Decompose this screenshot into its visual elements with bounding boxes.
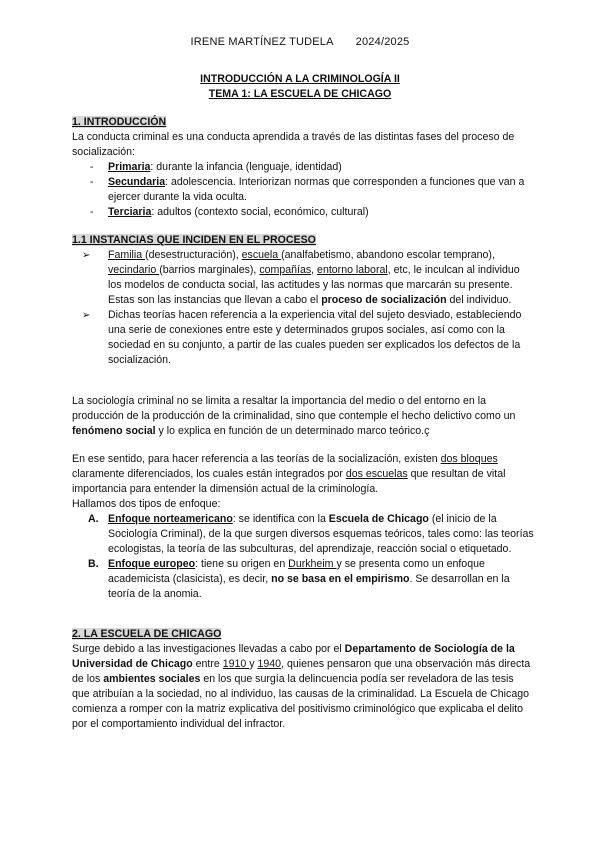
list-item: - Terciaria: adultos (contexto social, económico, cultural) [90,206,369,218]
section-heading: 1. INTRODUCCIÓN [72,116,167,128]
list-item: B. Enfoque europeo: tiene su origen en Durkheim y se presenta como un enfoque academicista (clasicista), es decir, no se basa en el empirismo. Se desarrollan en la teoría de la anomia. [88,558,510,600]
section-instancias [72,233,534,368]
paragraph: La conducta criminal es una conducta aprendida a través de las distintas fases del proceso de socialización: [72,131,515,158]
term: Primaria [108,161,151,173]
socialization-phases-list [72,160,534,220]
page-header [0,35,600,50]
term: Terciaria [108,206,152,218]
section-heading: 1.1 INSTANCIAS QUE INCIDEN EN EL PROCESO [72,234,316,246]
document-title [0,72,600,102]
paragraph: La sociología criminal no se limita a resaltar la importancia del medio o del entorno en la producción de la producción de la criminalidad, sino que contemple el hecho delictivo como un fenómeno social y lo explica en función de un determinado marco teórico.ç [72,395,516,437]
paragraph: En ese sentido, para hacer referencia a las teorías de la socialización, existen dos bloques claramente diferenciados, los cuales están integrados por dos escuelas que resultan de vital importancia para entender la dimensión actual de la criminología. Hallamos dos tipos de enfoque: [72,453,506,510]
course-title: INTRODUCCIÓN A LA CRIMINOLOGÍA II [200,73,400,85]
topic-title: TEMA 1: LA ESCUELA DE CHICAGO [208,88,392,100]
list-item: ➢ Dichas teorías hacen referencia a la experiencia vital del sujeto desviado, estableciendo una serie de conexiones entre este y determinados grupos sociales, así como con la sociedad en su conjunto, a partir de las cuales pueden ser explicados los defectos de la socialización. [82,309,522,366]
section-escuela-chicago [72,627,534,732]
enfoques-list [72,512,534,602]
section-heading: 2. LA ESCUELA DE CHICAGO [72,628,222,640]
paragraph: Surge debido a las investigaciones llevadas a cabo por el Departamento de Sociología de la Universidad de Chicago entre 1910 y 1940, quienes pensaron que una observación más directa de los ambientes sociales en los que surgía la delincuencia podía ser reveladora de las tesis que atribuían a la sociedad, no al individuo, las causas de la criminalidad. La Escuela de Chicago comienza a romper con la matriz explicativa del positivismo criminológico que explicaba el delito por el comportamiento individual del infractor. [72,643,531,730]
section-introduccion [72,115,534,220]
academic-year: 2024/2025 [355,36,410,48]
arrow-bullet-icon: ➢ [82,250,91,261]
instancias-list [72,248,534,368]
term: Secundaria [108,176,166,188]
arrow-bullet-icon: ➢ [82,310,91,321]
list-item: ➢ Familia (desestructuración), escuela (analfabetismo, abandono escolar temprano), vecindario (barrios marginales), compañías, entorno laboral, etc, le inculcan al individuo los modelos de conducta social, las actitudes y las normas que marcarán su presente. Estas son las instancias que llevan a cabo el proceso de socialización del individuo. [82,249,520,306]
author-name: IRENE MARTÍNEZ TUDELA [190,36,334,48]
list-item: - Secundaria: adolescencia. Interiorizan normas que corresponden a funciones que van a ejercer durante la vida oculta. [90,176,525,203]
list-item: A. Enfoque norteamericano: se identifica con la Escuela de Chicago (el inicio de la Sociología Criminal), de la que surgen diversos esquemas teóricos, tales como: las teorías ecologistas, la teoría de las subculturas, del aprendizaje, reacción social o etiquetado. [88,513,534,555]
list-item: - Primaria: durante la infancia (lenguaje, identidad) [90,161,342,173]
